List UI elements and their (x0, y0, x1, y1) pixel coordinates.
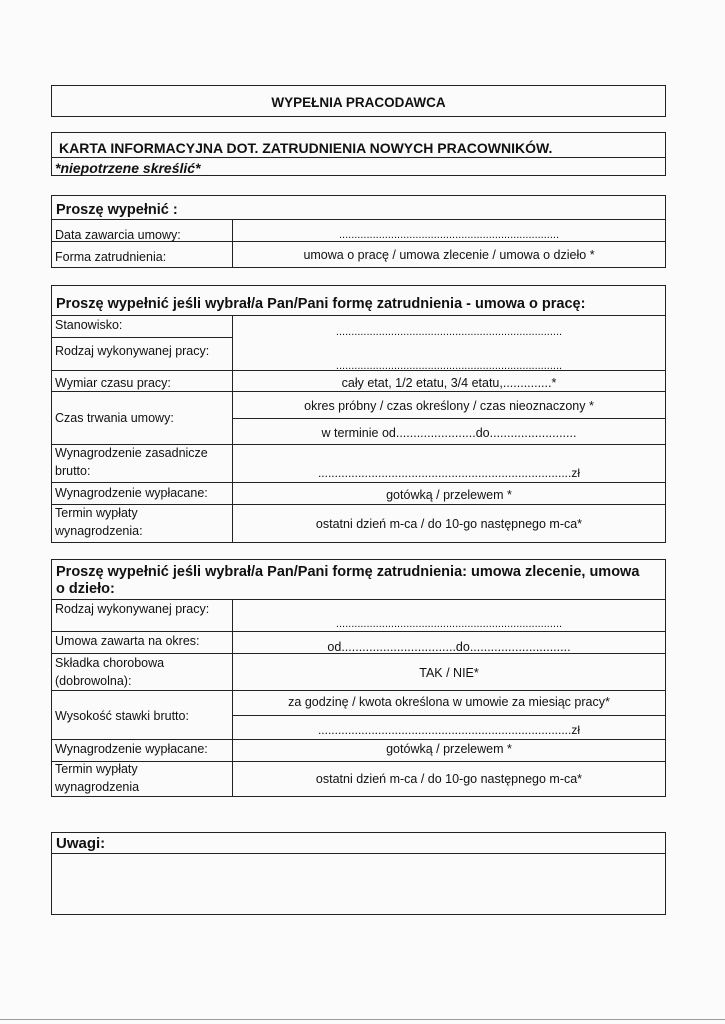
data-zawarcia-value[interactable]: ........................................................................ (338, 229, 560, 241)
stawka-type-value[interactable]: za godzinę / kwota określona w umowie za miesiąc pracy* (288, 695, 610, 709)
s3-termin-wyplaty-label-2: wynagrodzenia (55, 780, 140, 794)
stanowisko-label: Stanowisko: (55, 318, 123, 332)
wynagrodzenie-zasadnicze-label-2: brutto: (55, 464, 91, 478)
umowa-okres-value[interactable]: od.................................do............................. (327, 640, 571, 654)
s3-rodzaj-pracy-value[interactable]: .......................................................................... (335, 618, 563, 630)
employer-header-title: WYPEŁNIA PRACODAWCA (271, 95, 446, 110)
section1-heading: Proszę wypełnić : (56, 202, 178, 218)
s3-div-1 (52, 631, 665, 632)
card-title-divider (52, 157, 665, 158)
stanowisko-value[interactable]: .......................................................................... (335, 326, 563, 338)
employer-header-box (51, 85, 666, 117)
forma-zatrudnienia-value[interactable]: umowa o pracę / umowa zlecenie / umowa o dzieło * (303, 248, 595, 262)
s2-div-4 (52, 444, 665, 445)
wynagrodzenie-wyplacane-label: Wynagrodzenie wypłacane: (55, 486, 208, 500)
card-note: *niepotrzene skreślić* (55, 160, 201, 176)
wynagrodzenie-zasadnicze-label-1: Wynagrodzenie zasadnicze (55, 446, 208, 460)
section1-box (51, 195, 666, 268)
s2-div-6 (52, 504, 665, 505)
s2-div-5 (52, 482, 665, 483)
termin-wyplaty-label-2: wynagrodzenia: (55, 524, 143, 538)
stawka-label: Wysokość stawki brutto: (55, 709, 189, 723)
s3-div-4 (52, 739, 665, 740)
s2-divider-heading (52, 315, 665, 316)
section3-heading-line2: o dzieło: (56, 581, 115, 597)
s3-wynagrodzenie-wyplacane-value[interactable]: gotówką / przelewem * (386, 742, 512, 756)
s3-div-5 (52, 761, 665, 762)
page-bottom-line (0, 1019, 725, 1020)
stawka-amount-value[interactable]: ............................................................................zł (317, 723, 581, 737)
s2-div-3 (52, 391, 665, 392)
s3-termin-wyplaty-label-1: Termin wypłaty (55, 762, 138, 776)
section2-box (51, 285, 666, 543)
termin-wyplaty-value[interactable]: ostatni dzień m-ca / do 10-go następnego m-ca* (315, 517, 583, 531)
section3-box (51, 559, 666, 797)
czas-trwania-label: Czas trwania umowy: (55, 411, 174, 425)
umowa-okres-label: Umowa zawarta na okres: (55, 634, 200, 648)
wynagrodzenie-zasadnicze-value[interactable]: ............................................................................zł (317, 466, 581, 480)
s3-rodzaj-pracy-label: Rodzaj wykonywanej pracy: (55, 602, 210, 616)
s3-wynagrodzenie-wyplacane-label: Wynagrodzenie wypłacane: (55, 742, 208, 756)
s2-div-3b (233, 418, 665, 419)
czas-trwania-type-value[interactable]: okres próbny / czas określony / czas nieoznaczony * (304, 399, 594, 413)
s3-div-3b (233, 715, 665, 716)
rodzaj-pracy-label: Rodzaj wykonywanej pracy: (55, 344, 210, 358)
s3-div-3 (52, 690, 665, 691)
skladka-label-2: (dobrowolna): (55, 674, 132, 688)
wymiar-czasu-value[interactable]: cały etat, 1/2 etatu, 3/4 etatu,..............* (341, 376, 557, 390)
skladka-label-1: Składka chorobowa (55, 656, 165, 670)
section3-heading-line1: Proszę wypełnić jeśli wybrał/a Pan/Pani formę zatrudnienia: umowa zlecenie, umowa (56, 564, 640, 580)
card-title: KARTA INFORMACYJNA DOT. ZATRUDNIENIA NOWYCH PRACOWNIKÓW. (59, 140, 553, 156)
skladka-value[interactable]: TAK / NIE* (419, 666, 479, 680)
czas-trwania-dates-value[interactable]: w terminie od.......................do......................... (321, 426, 577, 440)
section2-heading: Proszę wypełnić jeśli wybrał/a Pan/Pani formę zatrudnienia - umowa o pracę: (56, 296, 586, 312)
s3-termin-wyplaty-value[interactable]: ostatni dzień m-ca / do 10-go następnego m-ca* (315, 772, 583, 786)
s3-divider-heading (52, 599, 665, 600)
remarks-heading: Uwagi: (56, 835, 106, 852)
forma-zatrudnienia-label: Forma zatrudnienia: (55, 250, 167, 264)
s2-div-1 (52, 337, 232, 338)
card-title-box (51, 132, 666, 176)
data-zawarcia-label: Data zawarcia umowy: (55, 228, 181, 242)
section1-divider (52, 219, 665, 220)
remarks-area[interactable] (52, 854, 665, 914)
remarks-box (51, 832, 666, 915)
wynagrodzenie-wyplacane-value[interactable]: gotówką / przelewem * (386, 488, 512, 502)
termin-wyplaty-label-1: Termin wypłaty (55, 506, 138, 520)
rodzaj-pracy-value[interactable]: .......................................................................... (335, 360, 563, 372)
wymiar-czasu-label: Wymiar czasu pracy: (55, 376, 171, 390)
